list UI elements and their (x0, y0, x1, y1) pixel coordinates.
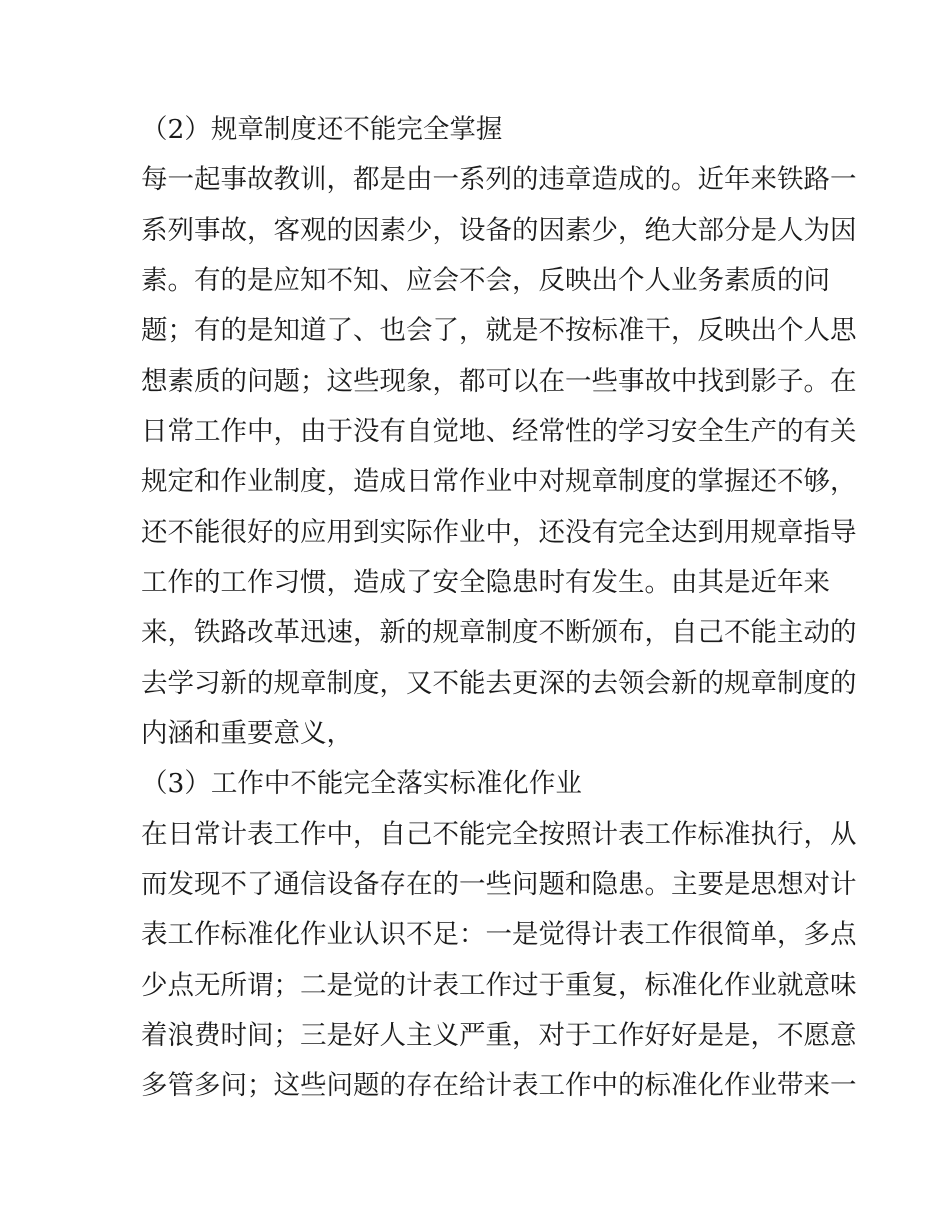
paragraph-line: 内涵和重要意义， (141, 718, 353, 749)
paragraph-line: 少点无所谓；二是觉的计表工作过于重复，标准化作业就意味 (141, 970, 857, 1001)
paragraph-line: 还不能很好的应用到实际作业中，还没有完全达到用规章指导 (141, 517, 857, 548)
paragraph-line: 在日常计表工作中，自己不能完全按照计表工作标准执行，从 (141, 819, 857, 850)
paragraph-line: 系列事故，客观的因素少，设备的因素少，绝大部分是人为因 (141, 215, 857, 246)
paragraph-line: 多管多问；这些问题的存在给计表工作中的标准化作业带来一 (141, 1070, 857, 1101)
section-heading-3: （3）工作中不能完全落实标准化作业 (141, 768, 582, 799)
paragraph-line: 规定和作业制度，造成日常作业中对规章制度的掌握还不够， (141, 466, 857, 497)
paragraph-line: 想素质的问题；这些现象，都可以在一些事故中找到影子。在 (141, 366, 857, 397)
paragraph-line: 来，铁路改革迅速，新的规章制度不断颁布，自己不能主动的 (141, 617, 857, 648)
paragraph-line: 着浪费时间；三是好人主义严重，对于工作好好是是，不愿意 (141, 1020, 857, 1051)
paragraph-line: 素。有的是应知不知、应会不会，反映出个人业务素质的问 (141, 265, 830, 296)
paragraph-line: 工作的工作习惯，造成了安全隐患时有发生。由其是近年来 (141, 567, 830, 598)
paragraph-line: 而发现不了通信设备存在的一些问题和隐患。主要是思想对计 (141, 869, 857, 900)
paragraph-line: 日常工作中，由于没有自觉地、经常性的学习安全生产的有关 (141, 416, 857, 447)
paragraph-line: 去学习新的规章制度，又不能去更深的去领会新的规章制度的 (141, 668, 857, 699)
paragraph-line: 表工作标准化作业认识不足：一是觉得计表工作很简单，多点 (141, 919, 857, 950)
section-heading-2: （2）规章制度还不能完全掌握 (141, 114, 503, 145)
paragraph-line: 题；有的是知道了、也会了，就是不按标准干，反映出个人思 (141, 315, 857, 346)
paragraph-line: 每一起事故教训，都是由一系列的违章造成的。近年来铁路一 (141, 164, 857, 195)
